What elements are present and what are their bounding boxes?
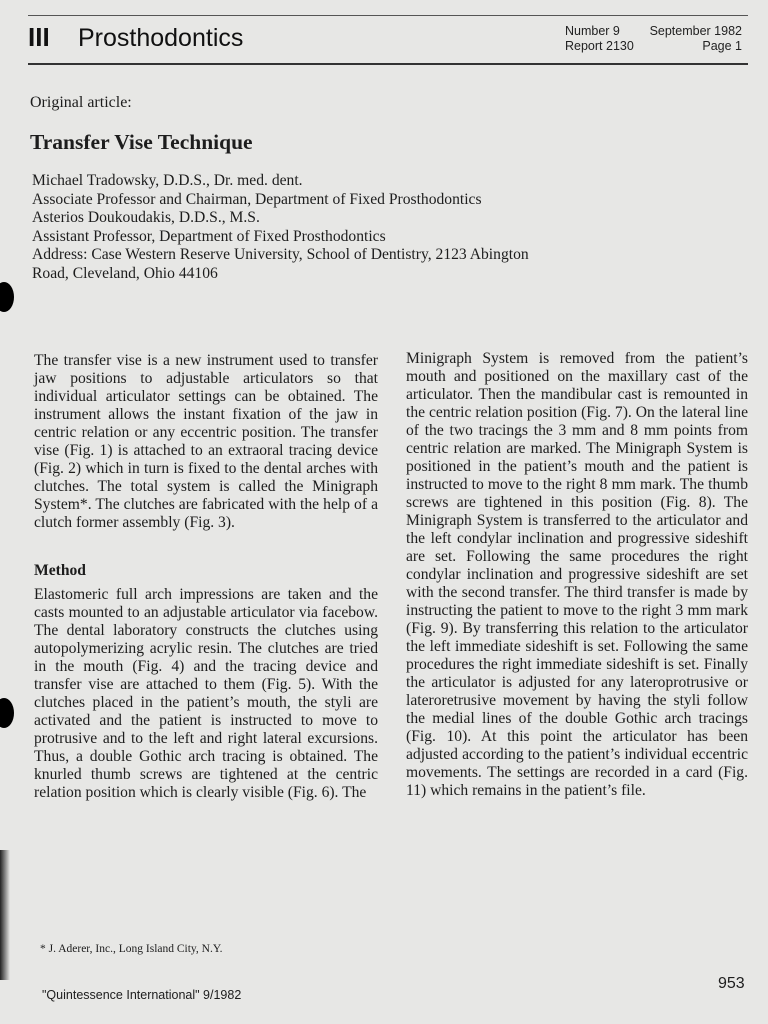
- binder-hole: [0, 282, 14, 312]
- issue-info: [565, 24, 634, 54]
- binder-hole: [0, 698, 14, 728]
- author-line: Address: Case Western Reserve University, School of Dentistry, 2123 Abington: [32, 246, 529, 263]
- left-column: [34, 352, 378, 802]
- footnote: * J. Aderer, Inc., Long Island City, N.Y.: [40, 943, 223, 955]
- journal-citation: "Quintessence International" 9/1982: [42, 988, 242, 1002]
- page-edge-shadow: [0, 850, 10, 980]
- intro-paragraph: The transfer vise is a new instrument used to transfer jaw positions to adjustable articulators so that individual articulator settings can be obtained. The instrument allows the instant fixation of the jaw in centric relation or any eccentric position. The transfer vise (Fig. 1) is attached to an extraoral tracing device (Fig. 2) which in turn is fixed to the dental arches with clutches. The total system is called the Minigraph System*. The clutches are fabricated with the help of a clutch former assembly (Fig. 3).: [34, 352, 378, 531]
- article-title: Transfer Vise Technique: [30, 130, 253, 154]
- author-block: [32, 172, 752, 283]
- section-title: Prosthodontics: [78, 24, 244, 52]
- author-line: Assistant Professor, Department of Fixed Prosthodontics: [32, 227, 386, 245]
- report-number: Report 2130: [565, 39, 634, 53]
- article-kind: Original article:: [30, 94, 132, 111]
- author-line: Road, Cleveland, Ohio 44106: [32, 264, 218, 282]
- issue-date-info: [640, 24, 742, 54]
- method-paragraph: Elastomeric full arch impressions are taken and the casts mounted to an adjustable articulator via facebow. The dental laboratory constructs the clutches using autopolymerizing acrylic resin. The clutches are tried in the mouth (Fig. 4) and the tracing device and transfer vise are attached to them (Fig. 5). With the clutches placed in the patient’s mouth, the styli are activated and the patient is instructed to move to protrusive and to the left and right lateral excursions. Thus, a double Gothic arch tracing is obtained. The knurled thumb screws are tightened at the centric relation position which is clearly visible (Fig. 6). The: [34, 586, 378, 801]
- author-line: Michael Tradowsky, D.D.S., Dr. med. dent.: [32, 172, 303, 189]
- issue-date: September 1982: [649, 24, 742, 38]
- author-line: Associate Professor and Chairman, Department of Fixed Prosthodontics: [32, 190, 482, 208]
- header-bottom-rule: [28, 63, 748, 65]
- issue-number: Number 9: [565, 24, 620, 38]
- right-column: [406, 350, 748, 800]
- page-label: Page 1: [702, 39, 742, 53]
- method-heading: Method: [34, 562, 86, 579]
- method-paragraph-continued: Minigraph System is removed from the patient’s mouth and positioned on the maxillary cast of the articulator. Then the mandibular cast is remounted in the centric relation position (Fig. 7). On the lateral line of the two tracings the 3 mm and 8 mm points from centric relation are marked. The Minigraph System is positioned in the patient’s mouth and the patient is instructed to move to the right 8 mm mark. The thumb screws are tightened in this position (Fig. 8). The Minigraph System is transferred to the articulator and the left condylar inclination and progressive sideshift are set. Following the same procedures the right condylar inclination and progressive sideshift are set with the second transfer. The third transfer is made by instructing the patient to move to the right 3 mm mark (Fig. 9). By transferring this relation to the articulator the left immediate sideshift is set. Following the same procedures the right immediate sideshift is set. Finally the articulator is adjusted for any lateroprotrusive or lateroretrusive movement by having the styli follow the medial lines of the double Gothic arch tracings (Fig. 10). At this point the articulator has been adjusted according to the patient’s individual eccentric movements. The settings are recorded in a card (Fig. 11) which remains in the patient’s file.: [406, 350, 748, 799]
- page-number: 953: [718, 975, 745, 992]
- section-number: III: [28, 22, 50, 52]
- author-line: Asterios Doukoudakis, D.D.S., M.S.: [32, 209, 260, 226]
- header-top-rule: [28, 15, 748, 16]
